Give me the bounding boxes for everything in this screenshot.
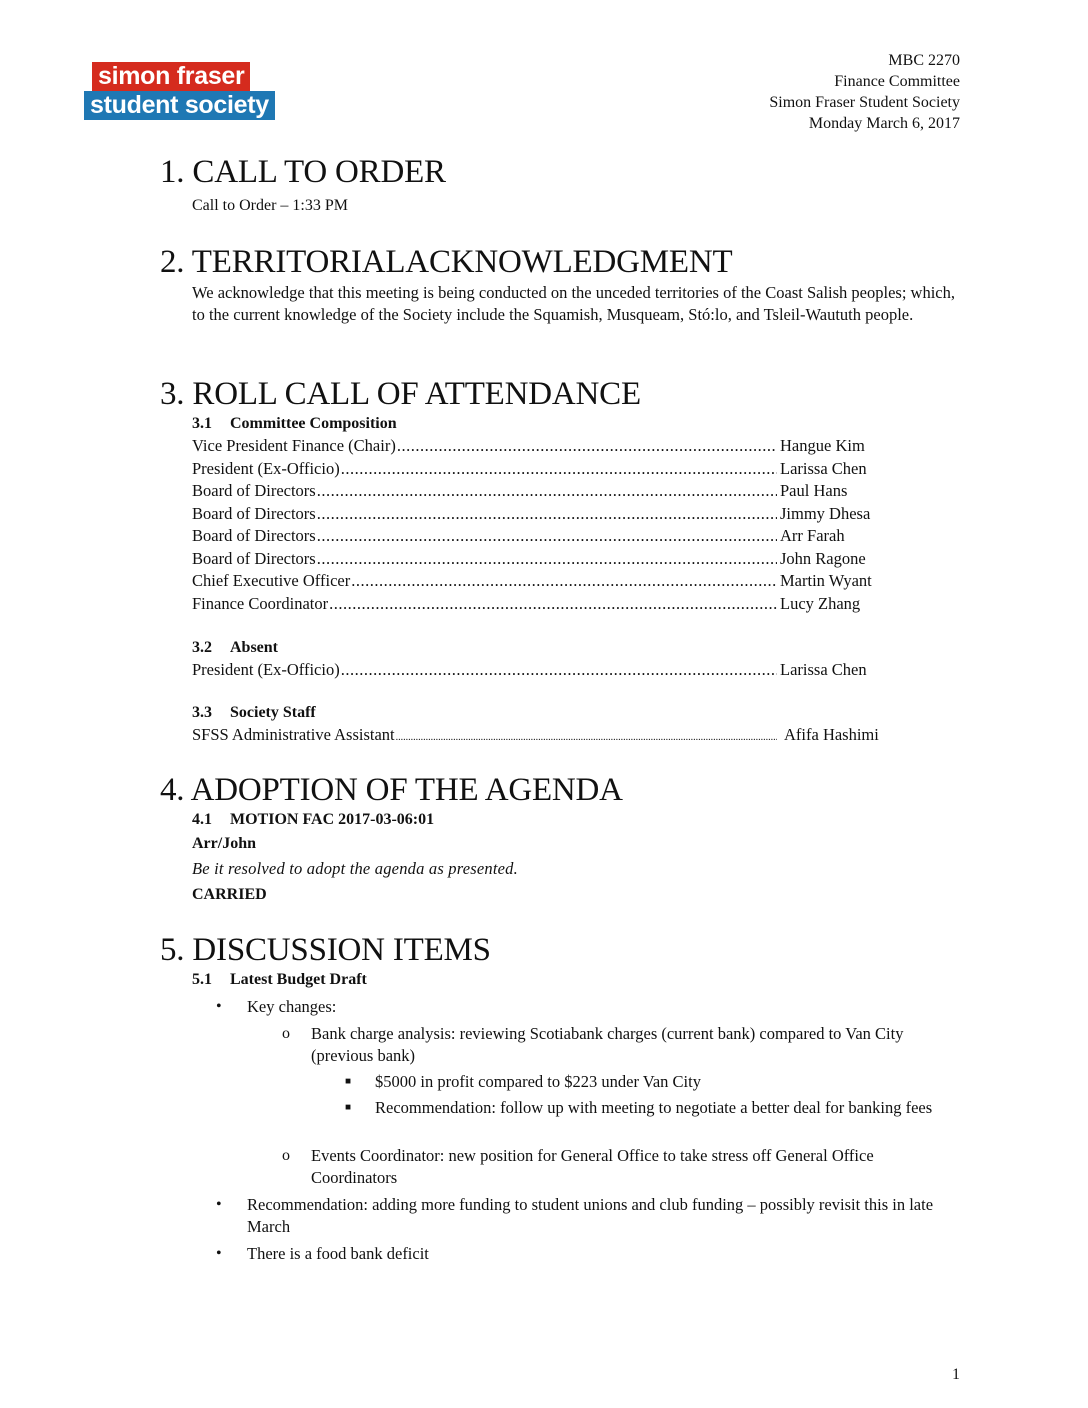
subsection-committee-composition (192, 413, 397, 435)
subsection-label: Absent (230, 639, 279, 656)
list-item: Events Coordinator: new position for General Office to take stress off General Office Coordinators (311, 1146, 874, 1187)
attendance-role: Finance Coordinator (192, 593, 329, 613)
document-header (769, 50, 960, 134)
motion-result: CARRIED (192, 886, 267, 903)
circle-bullet-icon: o (282, 1147, 290, 1164)
attendance-name: Hangue Kim (780, 436, 865, 455)
staff-list (192, 724, 908, 747)
attendance-name: John Ragone (780, 548, 866, 568)
list-item: Recommendation: adding more funding to student unions and club funding – possibly revisit this in late March (247, 1195, 934, 1236)
attendance-name: Afifa Hashimi (784, 725, 879, 744)
attendance-row (192, 724, 908, 747)
committee-name: Finance Committee (834, 73, 960, 90)
dot-leader (396, 727, 777, 750)
attendance-row (192, 593, 908, 616)
subsection-label: Committee Composition (230, 415, 397, 432)
attendance-name: Larissa Chen (780, 660, 867, 679)
dot-leader (351, 570, 777, 593)
square-bullet-icon: ■ (345, 1102, 352, 1113)
meeting-date: Monday March 6, 2017 (808, 115, 960, 132)
attendance-role: Board of Directors (192, 481, 316, 500)
motion-heading (192, 809, 434, 831)
attendance-row (192, 480, 908, 503)
attendance-role: President (Ex-Officio) (192, 458, 340, 478)
attendance-row (192, 458, 908, 481)
attendance-name: Lucy Zhang (780, 593, 861, 613)
square-bullet-icon: ■ (345, 1076, 352, 1087)
sfss-logo (84, 62, 275, 120)
bullet-dot-icon: • (216, 998, 222, 1015)
subsection-number: 3.1 (192, 415, 212, 432)
motion-movers: Arr/John (192, 835, 256, 852)
subsection-latest-budget-draft (192, 969, 367, 991)
attendance-name: Martin Wyant (780, 571, 872, 590)
dot-leader (341, 659, 777, 682)
logo-line-1: simon fraser (92, 62, 250, 91)
attendance-name: Paul Hans (780, 481, 848, 500)
motion-id: MOTION FAC 2017-03-06:01 (230, 811, 435, 828)
attendance-row (192, 503, 908, 526)
organization-name: Simon Fraser Student Society (769, 94, 960, 111)
subsection-number: 4.1 (192, 811, 212, 828)
attendance-name: Arr Farah (780, 526, 845, 545)
section-heading-call-to-order: 1. CALL TO ORDER (160, 154, 446, 190)
dot-leader (317, 503, 777, 526)
subsection-society-staff (192, 702, 316, 724)
attendance-name: Larissa Chen (780, 458, 867, 478)
list-item: $5000 in profit compared to $223 under Van City (375, 1072, 701, 1091)
attendance-role: Board of Directors (192, 503, 316, 523)
list-item: Recommendation: follow up with meeting to negotiate a better deal for banking fees (375, 1098, 933, 1117)
attendance-row (192, 659, 908, 682)
attendance-role: President (Ex-Officio) (192, 660, 340, 679)
attendance-row (192, 570, 908, 593)
dot-leader (317, 548, 777, 571)
meeting-room: MBC 2270 (888, 52, 960, 69)
dot-leader (397, 435, 777, 458)
attendance-role: Board of Directors (192, 548, 316, 568)
attendance-row (192, 435, 908, 458)
subsection-number: 3.2 (192, 639, 212, 656)
circle-bullet-icon: o (282, 1025, 290, 1042)
dot-leader (341, 458, 777, 481)
subsection-number: 5.1 (192, 971, 212, 988)
list-item: Bank charge analysis: reviewing Scotiabank charges (current bank) compared to Van City (previous bank) (311, 1024, 904, 1065)
list-item: Key changes: (247, 997, 337, 1016)
dot-leader (317, 525, 777, 548)
bullet-dot-icon: • (216, 1196, 222, 1213)
attendance-role: Chief Executive Officer (192, 571, 351, 590)
subsection-label: Society Staff (230, 704, 316, 721)
dot-leader (329, 593, 777, 616)
list-item: There is a food bank deficit (247, 1244, 429, 1263)
motion-resolution: Be it resolved to adopt the agenda as presented. (192, 859, 518, 878)
attendance-name: Jimmy Dhesa (780, 503, 871, 523)
bullet-dot-icon: • (216, 1245, 222, 1262)
attendance-row (192, 548, 908, 571)
section-heading-territorial-acknowledgment: 2. TERRITORIALACKNOWLEDGMENT (160, 244, 733, 280)
subsection-number: 3.3 (192, 704, 212, 721)
subsection-absent (192, 637, 278, 659)
attendance-row (192, 525, 908, 548)
absent-list (192, 659, 908, 682)
attendance-role: Vice President Finance (Chair) (192, 436, 396, 455)
section-heading-roll-call: 3. ROLL CALL OF ATTENDANCE (160, 376, 641, 412)
subsection-label: Latest Budget Draft (230, 971, 367, 988)
page-number: 1 (952, 1366, 960, 1383)
attendance-role: Board of Directors (192, 526, 316, 545)
attendance-role: SFSS Administrative Assistant (192, 725, 395, 744)
section-heading-discussion-items: 5. DISCUSSION ITEMS (160, 932, 491, 968)
dot-leader (317, 480, 777, 503)
call-to-order-text: Call to Order – 1:33 PM (192, 197, 348, 214)
territorial-acknowledgment-text: We acknowledge that this meeting is being conducted on the unceded territories of the Coast Salish peoples; which, to the current knowledge of the Society include the Squamish, Musqueam, Stó:lo, and Tsleil-Waututh people. (192, 283, 955, 324)
section-heading-adoption-of-agenda: 4. ADOPTION OF THE AGENDA (160, 772, 623, 808)
committee-composition-list (192, 435, 908, 615)
logo-line-2: student society (84, 91, 275, 120)
